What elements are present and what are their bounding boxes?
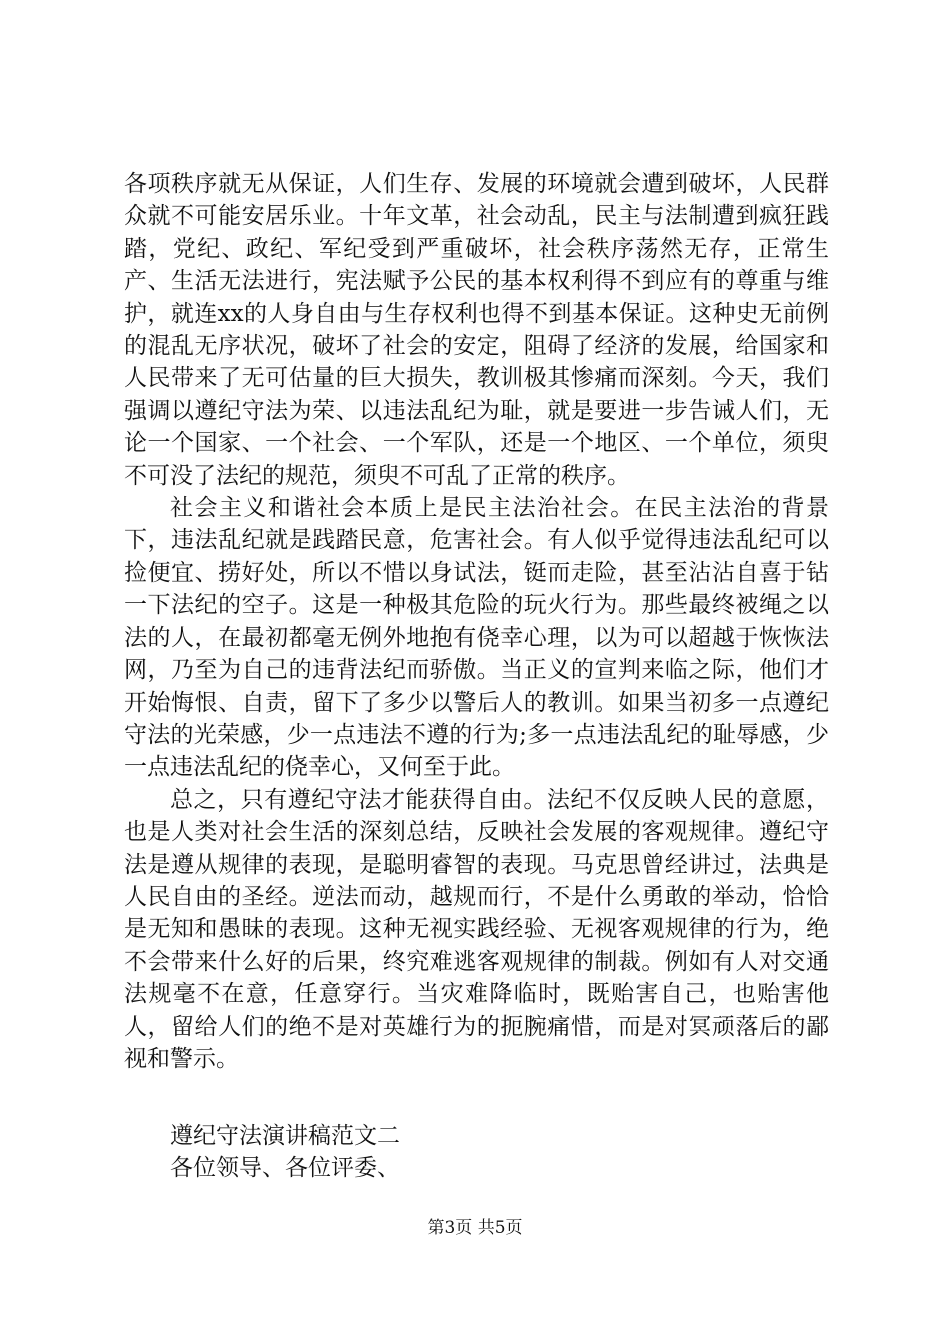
- document-body: [124, 168, 829, 1075]
- page-indicator: 第3页 共5页: [427, 1218, 523, 1238]
- page-footer: [0, 1217, 950, 1239]
- paragraph-1: 各项秩序就无从保证，人们生存、发展的环境就会遭到破坏，人民群众就不可能安居乐业。十年文革，社会动乱，民主与法制遭到疯狂践踏，党纪、政纪、军纪受到严重破坏，社会秩序荡然无存，正常生产、生活无法进行，宪法赋予公民的基本权利得不到应有的尊重与维护，就连xx的人身自由与生存权利也得不到基本保证。这种史无前例的混乱无序状况，破坏了社会的安定，阻碍了经济的发展，给国家和人民带来了无可估量的巨大损失，教训极其惨痛而深刻。今天，我们强调以遵纪守法为荣、以违法乱纪为耻，就是要进一步告诫人们，无论一个国家、一个社会、一个军队，还是一个地区、一个单位，须臾不可没了法纪的规范，须臾不可乱了正常的秩序。: [124, 171, 829, 489]
- next-section: [170, 1120, 830, 1184]
- salutation-line: 各位领导、各位评委、: [170, 1155, 400, 1181]
- section-title: 遵纪守法演讲稿范文二: [170, 1123, 400, 1149]
- paragraph-2: 社会主义和谐社会本质上是民主法治社会。在民主法治的背景下，违法乱纪就是践踏民意，危害社会。有人似乎觉得违法乱纪可以捡便宜、捞好处，所以不惜以身试法，铤而走险，甚至沾沾自喜于钻一下法纪的空子。这是一种极其危险的玩火行为。那些最终被绳之以法的人，在最初都毫无例外地抱有侥幸心理，以为可以超越于恢恢法网，乃至为自己的违背法纪而骄傲。当正义的宣判来临之际，他们才开始悔恨、自责，留下了多少以警后人的教训。如果当初多一点遵纪守法的光荣感，少一点违法不遵的行为;多一点违法乱纪的耻辱感，少一点违法乱纪的侥幸心，又何至于此。: [124, 495, 829, 781]
- paragraph-3: 总之，只有遵纪守法才能获得自由。法纪不仅反映人民的意愿，也是人类对社会生活的深刻总结，反映社会发展的客观规律。遵纪守法是遵从规律的表现，是聪明睿智的表现。马克思曾经讲过，法典是人民自由的圣经。逆法而动，越规而行，不是什么勇敢的举动，恰恰是无知和愚昧的表现。这种无视实践经验、无视客观规律的行为，绝不会带来什么好的后果，终究难逃客观规律的制裁。例如有人对交通法规毫不在意，任意穿行。当灾难降临时，既贻害自己，也贻害他人，留给人们的绝不是对英雄行为的扼腕痛惜，而是对冥顽落后的鄙视和警示。: [124, 786, 829, 1072]
